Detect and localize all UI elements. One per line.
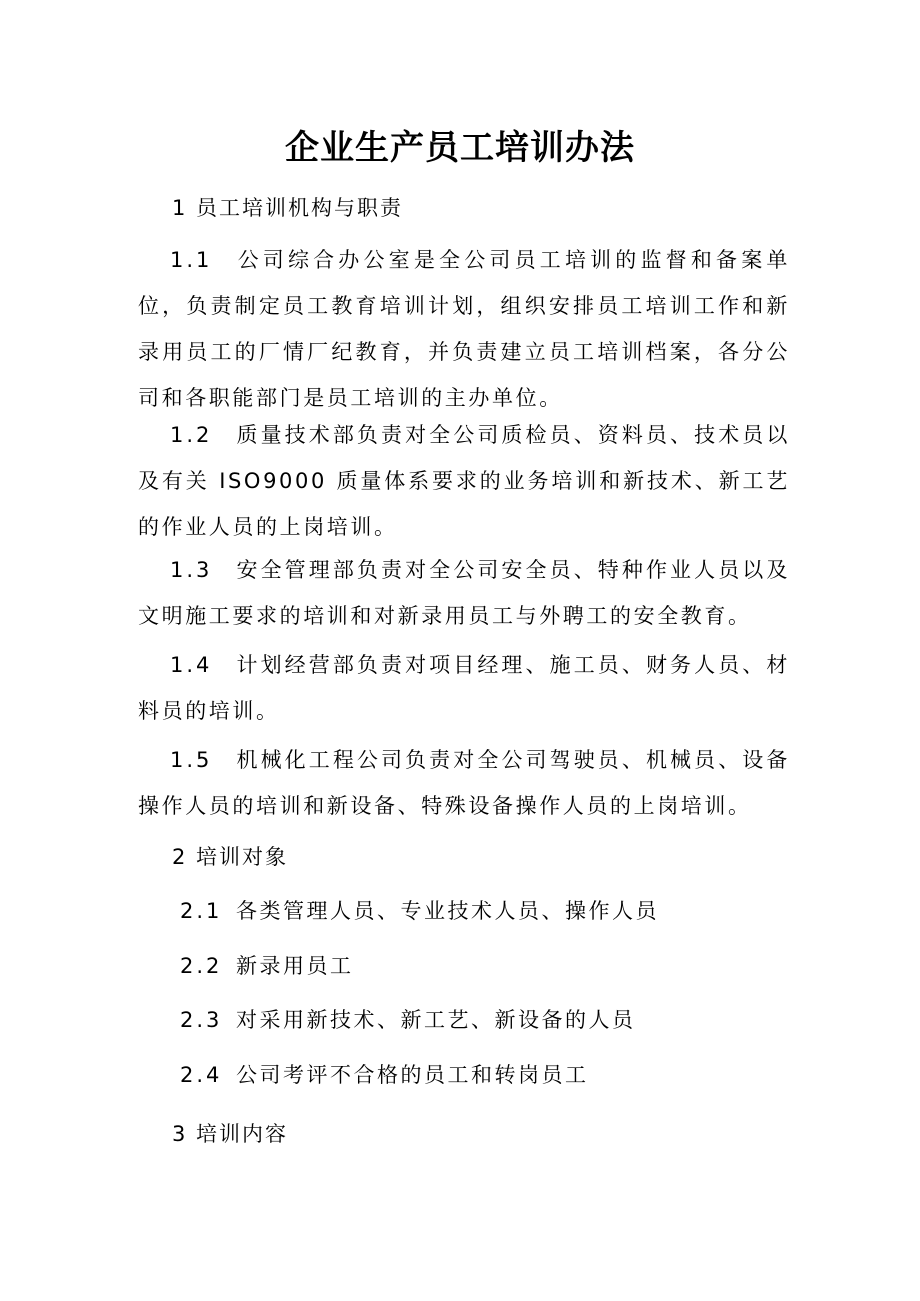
paragraph-number: 1.5: [170, 748, 213, 772]
paragraph-text: 公司综合办公室是全公司员工培训的监督和备案单位，负责制定员工教育培训计划，组织安排员工培训工作和新录用员工的厂情厂纪教育，并负责建立员工培训档案，各分公司和各职能部门是员工培训的主办单位。: [138, 248, 790, 410]
paragraph-text: 机械化工程公司负责对全公司驾驶员、机械员、设备操作人员的培训和新设备、特殊设备操作人员的上岗培训。: [138, 748, 790, 818]
list-item: [180, 951, 354, 981]
paragraph-1-4: [138, 642, 790, 734]
paragraph-1-1: [138, 237, 790, 421]
list-item: [180, 896, 659, 926]
paragraph-1-3: [138, 547, 790, 639]
item-text: 新录用员工: [236, 954, 354, 978]
section-heading-3: 3 培训内容: [172, 1122, 289, 1146]
paragraph-number: 1.3: [170, 558, 213, 582]
page-title: 企业生产员工培训办法: [285, 128, 635, 168]
item-number: 2.1: [180, 899, 223, 923]
item-text: 公司考评不合格的员工和转岗员工: [236, 1063, 589, 1087]
paragraph-text: 安全管理部负责对全公司安全员、特种作业人员以及文明施工要求的培训和对新录用员工与外聘工的安全教育。: [138, 558, 790, 628]
list-item: [180, 1005, 636, 1035]
paragraph-text: 计划经营部负责对项目经理、施工员、财务人员、材料员的培训。: [138, 653, 790, 723]
paragraph-number: 1.2: [170, 423, 213, 447]
paragraph-1-2: [138, 412, 790, 550]
item-number: 2.2: [180, 954, 223, 978]
paragraph-1-5: [138, 737, 790, 829]
paragraph-number: 1.4: [170, 653, 213, 677]
item-number: 2.3: [180, 1008, 223, 1032]
section-heading-2: 2 培训对象: [172, 845, 289, 869]
section-heading-1: 1 员工培训机构与职责: [172, 196, 404, 220]
paragraph-number: 1.1: [170, 248, 213, 272]
item-text: 各类管理人员、专业技术人员、操作人员: [236, 899, 659, 923]
item-text: 对采用新技术、新工艺、新设备的人员: [236, 1008, 636, 1032]
list-item: [180, 1060, 589, 1090]
paragraph-text: 质量技术部负责对全公司质检员、资料员、技术员以及有关 ISO9000 质量体系要求的业务培训和新技术、新工艺的作业人员的上岗培训。: [138, 423, 790, 539]
item-number: 2.4: [180, 1063, 223, 1087]
